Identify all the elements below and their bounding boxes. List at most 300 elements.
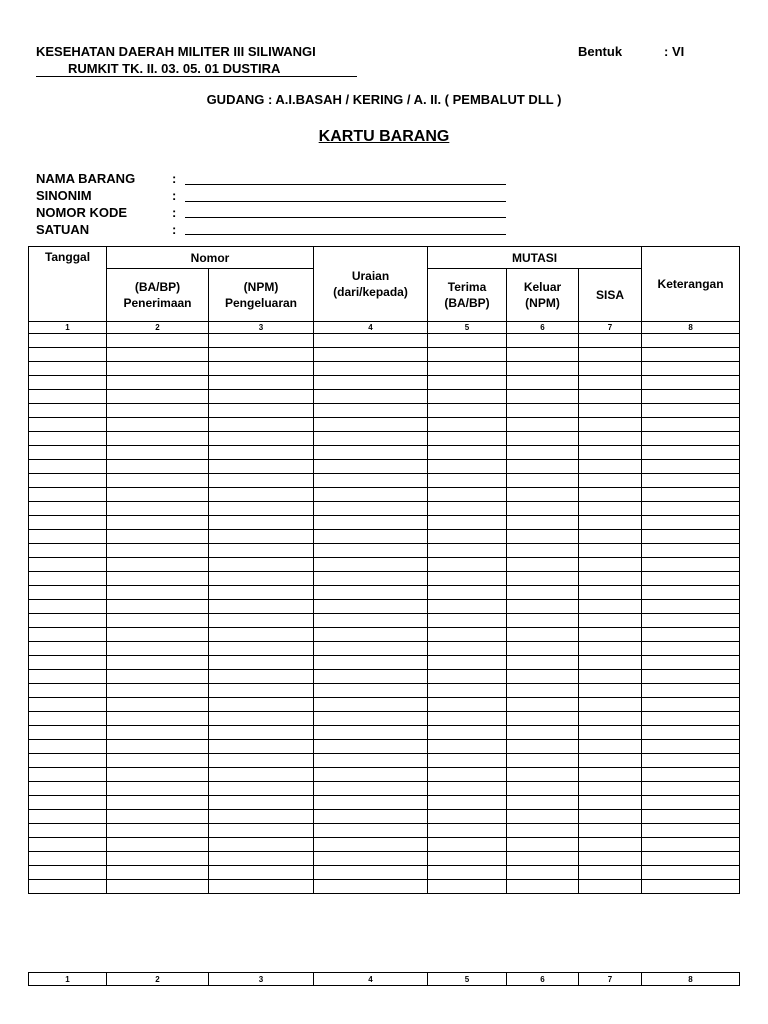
table-cell[interactable] — [314, 726, 428, 740]
table-cell[interactable] — [209, 782, 314, 796]
table-cell[interactable] — [428, 628, 507, 642]
table-cell[interactable] — [209, 698, 314, 712]
table-cell[interactable] — [29, 614, 107, 628]
table-cell[interactable] — [579, 432, 642, 446]
table-cell[interactable] — [428, 796, 507, 810]
table-cell[interactable] — [579, 768, 642, 782]
table-cell[interactable] — [507, 754, 579, 768]
table-cell[interactable] — [507, 334, 579, 348]
table-cell[interactable] — [107, 460, 209, 474]
table-cell[interactable] — [642, 838, 740, 852]
table-cell[interactable] — [314, 558, 428, 572]
table-cell[interactable] — [507, 530, 579, 544]
table-cell[interactable] — [29, 586, 107, 600]
table-cell[interactable] — [428, 712, 507, 726]
table-cell[interactable] — [314, 768, 428, 782]
table-cell[interactable] — [314, 684, 428, 698]
table-cell[interactable] — [642, 866, 740, 880]
table-cell[interactable] — [314, 474, 428, 488]
table-cell[interactable] — [209, 586, 314, 600]
table-cell[interactable] — [107, 334, 209, 348]
field-input-line[interactable] — [185, 201, 506, 202]
table-cell[interactable] — [209, 376, 314, 390]
table-cell[interactable] — [507, 348, 579, 362]
table-cell[interactable] — [314, 600, 428, 614]
table-cell[interactable] — [642, 740, 740, 754]
table-cell[interactable] — [642, 432, 740, 446]
table-cell[interactable] — [642, 754, 740, 768]
table-cell[interactable] — [428, 558, 507, 572]
table-cell[interactable] — [209, 544, 314, 558]
table-cell[interactable] — [209, 572, 314, 586]
table-cell[interactable] — [314, 614, 428, 628]
table-cell[interactable] — [29, 768, 107, 782]
table-cell[interactable] — [107, 698, 209, 712]
table-cell[interactable] — [579, 866, 642, 880]
table-cell[interactable] — [507, 488, 579, 502]
table-cell[interactable] — [507, 852, 579, 866]
table-cell[interactable] — [314, 432, 428, 446]
table-cell[interactable] — [314, 698, 428, 712]
table-cell[interactable] — [579, 586, 642, 600]
table-cell[interactable] — [209, 670, 314, 684]
table-cell[interactable] — [642, 782, 740, 796]
table-cell[interactable] — [29, 488, 107, 502]
table-cell[interactable] — [29, 656, 107, 670]
table-cell[interactable] — [209, 362, 314, 376]
table-cell[interactable] — [107, 530, 209, 544]
table-cell[interactable] — [107, 614, 209, 628]
table-cell[interactable] — [29, 852, 107, 866]
table-cell[interactable] — [209, 740, 314, 754]
table-cell[interactable] — [507, 740, 579, 754]
table-cell[interactable] — [314, 334, 428, 348]
table-cell[interactable] — [507, 628, 579, 642]
table-cell[interactable] — [314, 866, 428, 880]
table-cell[interactable] — [29, 880, 107, 894]
table-cell[interactable] — [642, 348, 740, 362]
table-cell[interactable] — [314, 712, 428, 726]
table-cell[interactable] — [428, 642, 507, 656]
table-cell[interactable] — [579, 684, 642, 698]
table-cell[interactable] — [507, 558, 579, 572]
table-cell[interactable] — [314, 572, 428, 586]
table-cell[interactable] — [642, 628, 740, 642]
table-cell[interactable] — [29, 796, 107, 810]
table-cell[interactable] — [579, 782, 642, 796]
table-cell[interactable] — [428, 488, 507, 502]
table-cell[interactable] — [29, 516, 107, 530]
table-cell[interactable] — [642, 852, 740, 866]
table-cell[interactable] — [209, 334, 314, 348]
table-cell[interactable] — [107, 376, 209, 390]
table-cell[interactable] — [29, 432, 107, 446]
table-cell[interactable] — [428, 446, 507, 460]
table-cell[interactable] — [507, 418, 579, 432]
table-cell[interactable] — [428, 362, 507, 376]
table-cell[interactable] — [107, 502, 209, 516]
table-cell[interactable] — [579, 698, 642, 712]
table-cell[interactable] — [507, 502, 579, 516]
table-cell[interactable] — [579, 446, 642, 460]
table-cell[interactable] — [107, 418, 209, 432]
table-cell[interactable] — [428, 404, 507, 418]
table-cell[interactable] — [507, 642, 579, 656]
table-cell[interactable] — [209, 712, 314, 726]
table-cell[interactable] — [579, 502, 642, 516]
table-cell[interactable] — [642, 684, 740, 698]
table-cell[interactable] — [642, 404, 740, 418]
table-cell[interactable] — [507, 670, 579, 684]
table-cell[interactable] — [29, 782, 107, 796]
table-cell[interactable] — [107, 628, 209, 642]
table-cell[interactable] — [29, 698, 107, 712]
table-cell[interactable] — [107, 670, 209, 684]
table-cell[interactable] — [428, 852, 507, 866]
table-cell[interactable] — [209, 446, 314, 460]
table-cell[interactable] — [107, 754, 209, 768]
table-cell[interactable] — [642, 474, 740, 488]
table-cell[interactable] — [29, 334, 107, 348]
table-cell[interactable] — [579, 880, 642, 894]
table-cell[interactable] — [507, 600, 579, 614]
table-cell[interactable] — [579, 810, 642, 824]
table-cell[interactable] — [428, 698, 507, 712]
table-cell[interactable] — [107, 810, 209, 824]
table-cell[interactable] — [209, 726, 314, 740]
table-cell[interactable] — [107, 782, 209, 796]
table-cell[interactable] — [428, 572, 507, 586]
table-cell[interactable] — [107, 642, 209, 656]
table-cell[interactable] — [642, 558, 740, 572]
table-cell[interactable] — [314, 418, 428, 432]
table-cell[interactable] — [314, 516, 428, 530]
table-cell[interactable] — [29, 376, 107, 390]
table-cell[interactable] — [428, 474, 507, 488]
table-cell[interactable] — [428, 782, 507, 796]
table-cell[interactable] — [314, 754, 428, 768]
table-cell[interactable] — [209, 684, 314, 698]
table-cell[interactable] — [642, 586, 740, 600]
table-cell[interactable] — [507, 460, 579, 474]
table-cell[interactable] — [107, 852, 209, 866]
table-cell[interactable] — [29, 362, 107, 376]
table-cell[interactable] — [209, 404, 314, 418]
table-cell[interactable] — [428, 516, 507, 530]
table-cell[interactable] — [579, 558, 642, 572]
table-cell[interactable] — [29, 866, 107, 880]
table-cell[interactable] — [642, 810, 740, 824]
table-cell[interactable] — [579, 852, 642, 866]
table-cell[interactable] — [107, 880, 209, 894]
table-cell[interactable] — [507, 656, 579, 670]
table-cell[interactable] — [507, 712, 579, 726]
table-cell[interactable] — [579, 474, 642, 488]
table-cell[interactable] — [29, 712, 107, 726]
table-cell[interactable] — [642, 530, 740, 544]
table-cell[interactable] — [29, 530, 107, 544]
table-cell[interactable] — [579, 362, 642, 376]
table-cell[interactable] — [507, 404, 579, 418]
table-cell[interactable] — [29, 670, 107, 684]
table-cell[interactable] — [209, 432, 314, 446]
table-cell[interactable] — [579, 488, 642, 502]
table-cell[interactable] — [314, 670, 428, 684]
table-cell[interactable] — [507, 432, 579, 446]
table-cell[interactable] — [642, 446, 740, 460]
table-cell[interactable] — [579, 572, 642, 586]
table-cell[interactable] — [507, 474, 579, 488]
table-cell[interactable] — [29, 460, 107, 474]
table-cell[interactable] — [29, 740, 107, 754]
table-cell[interactable] — [642, 488, 740, 502]
table-cell[interactable] — [314, 796, 428, 810]
table-cell[interactable] — [579, 712, 642, 726]
table-cell[interactable] — [579, 614, 642, 628]
table-cell[interactable] — [29, 628, 107, 642]
table-cell[interactable] — [579, 740, 642, 754]
table-cell[interactable] — [579, 334, 642, 348]
table-cell[interactable] — [209, 796, 314, 810]
table-cell[interactable] — [428, 740, 507, 754]
table-cell[interactable] — [29, 544, 107, 558]
table-cell[interactable] — [579, 796, 642, 810]
table-cell[interactable] — [428, 726, 507, 740]
table-cell[interactable] — [642, 796, 740, 810]
table-cell[interactable] — [428, 838, 507, 852]
table-cell[interactable] — [209, 418, 314, 432]
table-cell[interactable] — [209, 530, 314, 544]
table-cell[interactable] — [107, 712, 209, 726]
table-cell[interactable] — [642, 390, 740, 404]
table-cell[interactable] — [209, 348, 314, 362]
table-cell[interactable] — [314, 586, 428, 600]
table-cell[interactable] — [642, 600, 740, 614]
table-cell[interactable] — [579, 628, 642, 642]
table-cell[interactable] — [642, 656, 740, 670]
table-cell[interactable] — [428, 866, 507, 880]
table-cell[interactable] — [314, 362, 428, 376]
table-cell[interactable] — [428, 586, 507, 600]
table-cell[interactable] — [579, 670, 642, 684]
table-cell[interactable] — [107, 838, 209, 852]
table-cell[interactable] — [428, 530, 507, 544]
table-cell[interactable] — [209, 866, 314, 880]
table-cell[interactable] — [314, 348, 428, 362]
table-cell[interactable] — [29, 348, 107, 362]
table-cell[interactable] — [642, 824, 740, 838]
table-cell[interactable] — [314, 810, 428, 824]
table-cell[interactable] — [314, 642, 428, 656]
table-cell[interactable] — [579, 726, 642, 740]
table-cell[interactable] — [107, 586, 209, 600]
table-cell[interactable] — [107, 726, 209, 740]
table-cell[interactable] — [107, 390, 209, 404]
table-cell[interactable] — [209, 852, 314, 866]
table-cell[interactable] — [579, 544, 642, 558]
table-cell[interactable] — [642, 768, 740, 782]
table-cell[interactable] — [428, 460, 507, 474]
table-cell[interactable] — [642, 880, 740, 894]
table-cell[interactable] — [428, 824, 507, 838]
table-cell[interactable] — [507, 586, 579, 600]
table-cell[interactable] — [428, 600, 507, 614]
table-cell[interactable] — [107, 866, 209, 880]
table-cell[interactable] — [107, 432, 209, 446]
table-cell[interactable] — [428, 376, 507, 390]
table-cell[interactable] — [209, 824, 314, 838]
table-cell[interactable] — [314, 880, 428, 894]
table-cell[interactable] — [29, 754, 107, 768]
table-cell[interactable] — [642, 502, 740, 516]
table-cell[interactable] — [107, 600, 209, 614]
table-cell[interactable] — [507, 376, 579, 390]
table-cell[interactable] — [428, 544, 507, 558]
table-cell[interactable] — [642, 670, 740, 684]
table-cell[interactable] — [314, 656, 428, 670]
table-cell[interactable] — [314, 544, 428, 558]
table-cell[interactable] — [107, 558, 209, 572]
table-cell[interactable] — [428, 502, 507, 516]
table-cell[interactable] — [209, 600, 314, 614]
table-cell[interactable] — [107, 446, 209, 460]
table-cell[interactable] — [428, 810, 507, 824]
table-cell[interactable] — [579, 418, 642, 432]
table-cell[interactable] — [507, 796, 579, 810]
table-cell[interactable] — [507, 614, 579, 628]
table-cell[interactable] — [314, 488, 428, 502]
table-cell[interactable] — [428, 768, 507, 782]
table-cell[interactable] — [642, 712, 740, 726]
table-cell[interactable] — [428, 614, 507, 628]
table-cell[interactable] — [428, 754, 507, 768]
table-cell[interactable] — [579, 404, 642, 418]
table-cell[interactable] — [209, 614, 314, 628]
table-cell[interactable] — [107, 348, 209, 362]
table-cell[interactable] — [209, 768, 314, 782]
table-cell[interactable] — [29, 810, 107, 824]
table-cell[interactable] — [507, 768, 579, 782]
table-cell[interactable] — [107, 404, 209, 418]
table-cell[interactable] — [209, 516, 314, 530]
table-cell[interactable] — [314, 628, 428, 642]
table-cell[interactable] — [314, 404, 428, 418]
table-cell[interactable] — [209, 488, 314, 502]
table-cell[interactable] — [579, 600, 642, 614]
table-cell[interactable] — [507, 698, 579, 712]
table-cell[interactable] — [428, 334, 507, 348]
table-cell[interactable] — [314, 390, 428, 404]
table-cell[interactable] — [579, 642, 642, 656]
table-cell[interactable] — [29, 474, 107, 488]
table-cell[interactable] — [579, 348, 642, 362]
table-cell[interactable] — [642, 334, 740, 348]
table-cell[interactable] — [107, 684, 209, 698]
table-cell[interactable] — [107, 362, 209, 376]
table-cell[interactable] — [579, 530, 642, 544]
table-cell[interactable] — [29, 404, 107, 418]
table-cell[interactable] — [29, 600, 107, 614]
table-cell[interactable] — [507, 824, 579, 838]
table-cell[interactable] — [209, 460, 314, 474]
table-cell[interactable] — [428, 880, 507, 894]
table-cell[interactable] — [209, 810, 314, 824]
table-cell[interactable] — [642, 698, 740, 712]
table-cell[interactable] — [107, 824, 209, 838]
table-cell[interactable] — [107, 544, 209, 558]
table-cell[interactable] — [642, 418, 740, 432]
table-cell[interactable] — [642, 642, 740, 656]
table-cell[interactable] — [507, 866, 579, 880]
table-cell[interactable] — [428, 670, 507, 684]
table-cell[interactable] — [579, 838, 642, 852]
table-cell[interactable] — [579, 460, 642, 474]
table-cell[interactable] — [507, 684, 579, 698]
table-cell[interactable] — [579, 754, 642, 768]
table-cell[interactable] — [642, 726, 740, 740]
table-cell[interactable] — [507, 726, 579, 740]
table-cell[interactable] — [507, 572, 579, 586]
table-cell[interactable] — [107, 474, 209, 488]
table-cell[interactable] — [107, 656, 209, 670]
table-cell[interactable] — [507, 446, 579, 460]
table-cell[interactable] — [29, 502, 107, 516]
table-cell[interactable] — [579, 390, 642, 404]
table-cell[interactable] — [428, 432, 507, 446]
table-cell[interactable] — [107, 516, 209, 530]
table-cell[interactable] — [107, 796, 209, 810]
table-cell[interactable] — [209, 628, 314, 642]
table-cell[interactable] — [314, 824, 428, 838]
table-cell[interactable] — [507, 516, 579, 530]
table-cell[interactable] — [29, 642, 107, 656]
table-cell[interactable] — [107, 768, 209, 782]
table-cell[interactable] — [29, 726, 107, 740]
table-cell[interactable] — [507, 544, 579, 558]
table-cell[interactable] — [314, 376, 428, 390]
table-cell[interactable] — [507, 880, 579, 894]
table-cell[interactable] — [642, 572, 740, 586]
table-cell[interactable] — [428, 390, 507, 404]
table-cell[interactable] — [209, 474, 314, 488]
field-input-line[interactable] — [185, 217, 506, 218]
table-cell[interactable] — [428, 656, 507, 670]
table-cell[interactable] — [314, 740, 428, 754]
table-cell[interactable] — [314, 460, 428, 474]
table-cell[interactable] — [29, 558, 107, 572]
table-cell[interactable] — [507, 838, 579, 852]
table-cell[interactable] — [107, 572, 209, 586]
table-cell[interactable] — [209, 754, 314, 768]
table-cell[interactable] — [29, 418, 107, 432]
table-cell[interactable] — [314, 502, 428, 516]
table-cell[interactable] — [507, 810, 579, 824]
table-cell[interactable] — [579, 824, 642, 838]
table-cell[interactable] — [507, 390, 579, 404]
table-cell[interactable] — [107, 488, 209, 502]
table-cell[interactable] — [209, 880, 314, 894]
table-cell[interactable] — [209, 390, 314, 404]
table-cell[interactable] — [29, 824, 107, 838]
table-cell[interactable] — [579, 656, 642, 670]
table-cell[interactable] — [642, 614, 740, 628]
table-cell[interactable] — [209, 502, 314, 516]
table-cell[interactable] — [579, 376, 642, 390]
table-cell[interactable] — [642, 460, 740, 474]
table-cell[interactable] — [642, 362, 740, 376]
table-cell[interactable] — [314, 852, 428, 866]
table-cell[interactable] — [29, 390, 107, 404]
